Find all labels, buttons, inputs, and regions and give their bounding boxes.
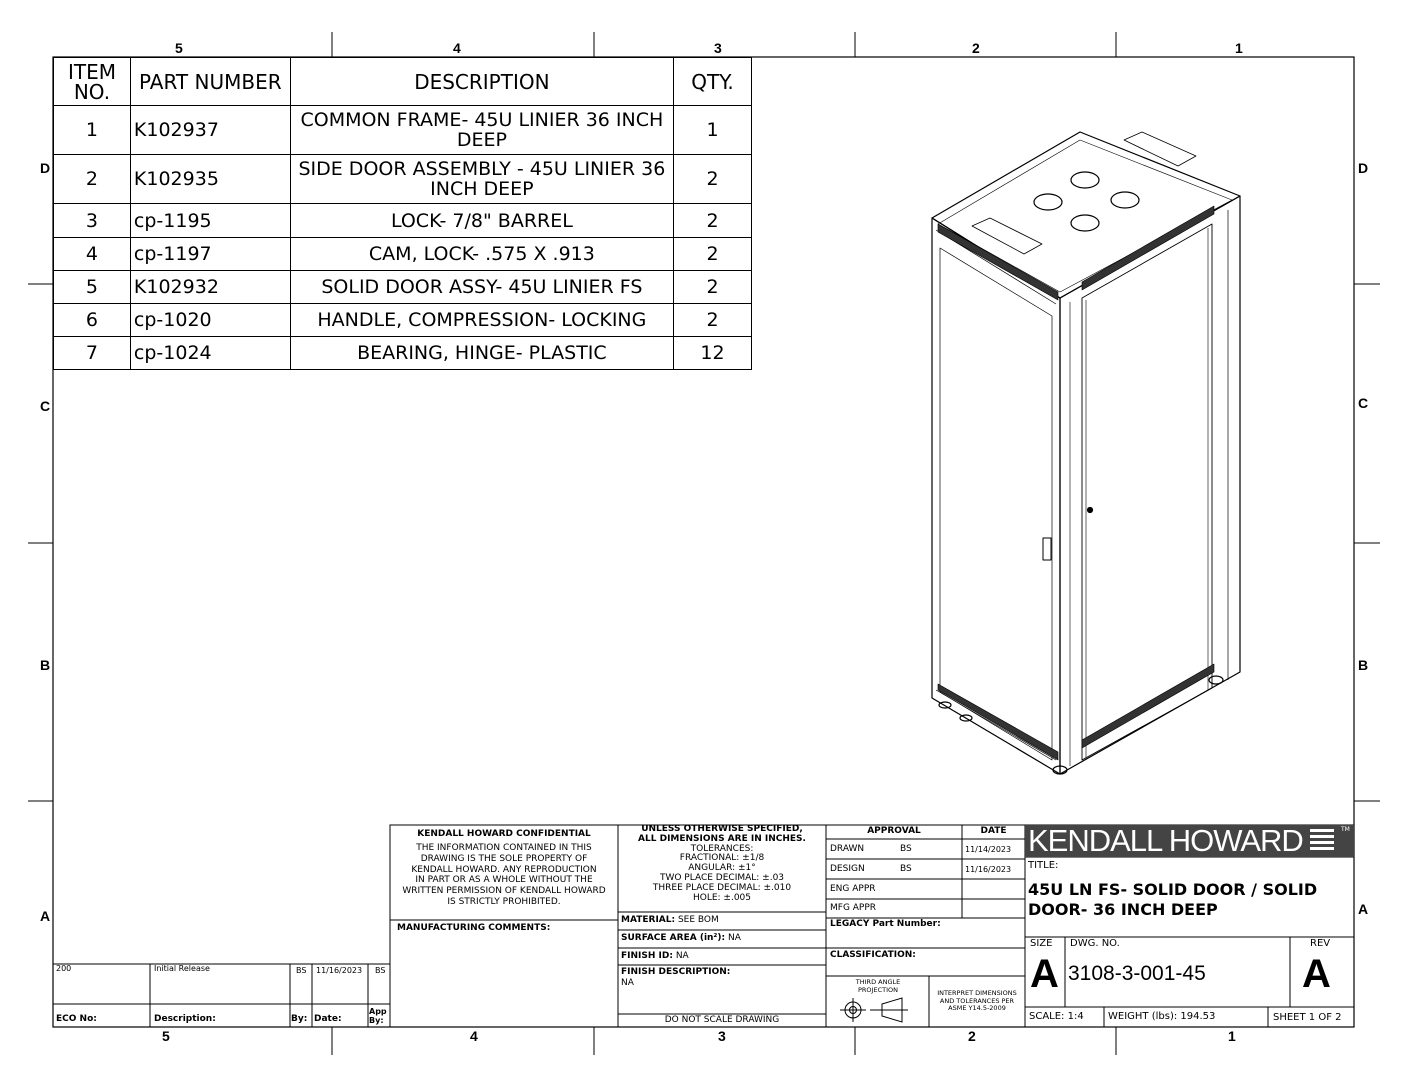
bom-part: K102935 — [130, 155, 290, 204]
company-name: KENDALL HOWARD — [1028, 823, 1303, 858]
revision-by: BS — [296, 966, 307, 975]
bom-item: 7 — [54, 336, 131, 369]
confidential-line: DRAWING IS THE SOLE PROPERTY OF — [420, 853, 588, 864]
approval-design-date: 11/16/2023 — [965, 865, 1012, 874]
dwg-number-value: 3108-3-001-45 — [1068, 962, 1206, 985]
zone-top-1: 1 — [1235, 40, 1243, 56]
bom-description: CAM, LOCK- .575 X .913 — [290, 237, 673, 270]
bom-header-item: ITEM NO. — [54, 58, 131, 106]
tolerance-line: TOLERANCES: — [690, 843, 754, 854]
classification-label: CLASSIFICATION: — [830, 950, 916, 960]
material-field — [621, 915, 719, 925]
surface-area-field — [621, 933, 741, 943]
revision-eco: 200 — [56, 964, 72, 973]
bom-qty: 2 — [674, 204, 752, 237]
tolerance-line: ALL DIMENSIONS ARE IN INCHES. — [638, 833, 806, 844]
approval-date-header: DATE — [980, 826, 1007, 836]
bom-part: cp-1020 — [130, 303, 290, 336]
zone-right-d: D — [1358, 160, 1369, 176]
tolerance-line: THREE PLACE DECIMAL: ±.010 — [652, 882, 792, 893]
tolerance-line: FRACTIONAL: ±1/8 — [679, 853, 765, 864]
bom-item: 3 — [54, 204, 131, 237]
bom-header-part: PART NUMBER — [130, 58, 290, 106]
bom-part: K102932 — [130, 270, 290, 303]
bom-description: SOLID DOOR ASSY- 45U LINIER FS — [290, 270, 673, 303]
revision-description: Initial Release — [154, 964, 210, 973]
drawing-title: 45U LN FS- SOLID DOOR / SOLID DOOR- 36 INCH DEEP — [1028, 880, 1318, 919]
zone-top-5: 5 — [175, 40, 183, 56]
confidential-line: KENDALL HOWARD. ANY REPRODUCTION — [411, 864, 597, 875]
bom-qty: 2 — [674, 237, 752, 270]
date-label: Date: — [314, 1014, 342, 1024]
finish-description-label: FINISH DESCRIPTION: — [621, 967, 731, 977]
rev-label: REV — [1310, 938, 1331, 949]
bom-qty: 12 — [674, 336, 752, 369]
zone-top-3: 3 — [714, 40, 722, 56]
tolerance-line: UNLESS OTHERWISE SPECIFIED, — [641, 824, 803, 834]
interpret-dimensions-note: INTERPRET DIMENSIONS AND TOLERANCES PER ASME Y14.5-2009 — [937, 989, 1017, 1012]
bom-header-description: DESCRIPTION — [290, 58, 673, 106]
surface-area-label: SURFACE AREA (in²): — [621, 933, 726, 943]
finish-id-value: NA — [675, 951, 689, 961]
tolerances-block — [620, 825, 824, 903]
finish-description-value: NA — [621, 978, 634, 988]
surface-area-value: NA — [727, 933, 741, 943]
tolerance-line: TWO PLACE DECIMAL: ±.03 — [659, 872, 785, 883]
approval-mfg-label: MFG APPR — [830, 903, 877, 913]
approval-drawn-by: BS — [900, 844, 912, 854]
zone-right-a: A — [1358, 901, 1369, 917]
bom-item: 4 — [54, 237, 131, 270]
finish-id-field — [621, 951, 689, 961]
by-label: By: — [291, 1014, 308, 1024]
bom-item: 2 — [54, 155, 131, 204]
zone-left-c: C — [40, 398, 51, 414]
bom-description: COMMON FRAME- 45U LINIER 36 INCH DEEP — [290, 106, 673, 155]
size-value: A — [1030, 952, 1059, 996]
confidential-line: IS STRICTLY PROHIBITED. — [447, 896, 561, 907]
confidential-title: KENDALL HOWARD CONFIDENTIAL — [417, 829, 591, 839]
zone-bottom-5: 5 — [162, 1028, 170, 1044]
trademark: TM — [1341, 826, 1350, 833]
description-label: Description: — [154, 1014, 216, 1024]
weight-field: WEIGHT (lbs): 194.53 — [1108, 1011, 1216, 1022]
material-value: SEE BOM — [677, 915, 719, 925]
bom-qty: 2 — [674, 155, 752, 204]
app-by-label: App By: — [369, 1007, 387, 1025]
bom-description: SIDE DOOR ASSEMBLY - 45U LINIER 36 INCH DEEP — [290, 155, 673, 204]
third-angle-projection-label: THIRD ANGLE PROJECTION — [855, 978, 901, 994]
finish-id-label: FINISH ID: — [621, 951, 673, 961]
zone-left-d: D — [40, 160, 51, 176]
confidential-notice — [392, 843, 616, 908]
bom-qty: 2 — [674, 270, 752, 303]
zone-left-a: A — [40, 908, 51, 924]
revision-app: BS — [375, 966, 386, 975]
logo-stripes-icon — [1310, 829, 1340, 853]
approval-header: APPROVAL — [867, 826, 921, 836]
confidential-line: IN PART OR AS A WHOLE WITHOUT THE — [415, 875, 593, 886]
approval-design-by: BS — [900, 864, 912, 874]
bom-item: 6 — [54, 303, 131, 336]
zone-right-c: C — [1358, 395, 1369, 411]
bom-item: 5 — [54, 270, 131, 303]
bom-description: LOCK- 7/8" BARREL — [290, 204, 673, 237]
tolerance-line: ANGULAR: ±1° — [688, 863, 756, 874]
dwg-number-label: DWG. NO. — [1070, 938, 1120, 949]
bom-part: cp-1024 — [130, 336, 290, 369]
bom-item: 1 — [54, 106, 131, 155]
eco-label: ECO No: — [56, 1014, 97, 1024]
zone-right-b: B — [1358, 657, 1369, 673]
title-label: TITLE: — [1028, 860, 1059, 871]
zone-bottom-4: 4 — [470, 1028, 478, 1044]
zone-top-2: 2 — [972, 40, 980, 56]
legacy-part-number-label: LEGACY Part Number: — [830, 919, 941, 929]
do-not-scale-note: DO NOT SCALE DRAWING — [664, 1015, 780, 1025]
manufacturing-comments-label: MANUFACTURING COMMENTS: — [397, 923, 551, 933]
zone-bottom-1: 1 — [1228, 1028, 1236, 1044]
sheet-field: SHEET 1 OF 2 — [1273, 1012, 1342, 1023]
tolerance-line: HOLE: ±.005 — [692, 892, 752, 903]
zone-bottom-2: 2 — [968, 1028, 976, 1044]
approval-eng-label: ENG APPR — [830, 884, 876, 894]
material-label: MATERIAL: — [621, 915, 676, 925]
bom-part: cp-1197 — [130, 237, 290, 270]
bom-part: K102937 — [130, 106, 290, 155]
bom-part: cp-1195 — [130, 204, 290, 237]
revision-date: 11/16/2023 — [316, 966, 363, 975]
approval-design-label: DESIGN — [830, 864, 865, 874]
zone-top-4: 4 — [453, 40, 461, 56]
size-label: SIZE — [1030, 938, 1053, 949]
bom-header-qty: QTY. — [674, 58, 752, 106]
bom-description: HANDLE, COMPRESSION- LOCKING — [290, 303, 673, 336]
bom-qty: 1 — [674, 106, 752, 155]
approval-drawn-label: DRAWN — [830, 844, 865, 854]
confidential-line: THE INFORMATION CONTAINED IN THIS — [416, 843, 592, 853]
bom-description: BEARING, HINGE- PLASTIC — [290, 336, 673, 369]
zone-bottom-3: 3 — [718, 1028, 726, 1044]
confidential-line: WRITTEN PERMISSION OF KENDALL HOWARD — [402, 886, 606, 897]
company-logo — [1028, 823, 1303, 859]
zone-left-b: B — [40, 657, 51, 673]
rev-value: A — [1302, 952, 1331, 996]
approval-drawn-date: 11/14/2023 — [965, 845, 1012, 854]
bom-qty: 2 — [674, 303, 752, 336]
scale-field: SCALE: 1:4 — [1029, 1011, 1084, 1022]
